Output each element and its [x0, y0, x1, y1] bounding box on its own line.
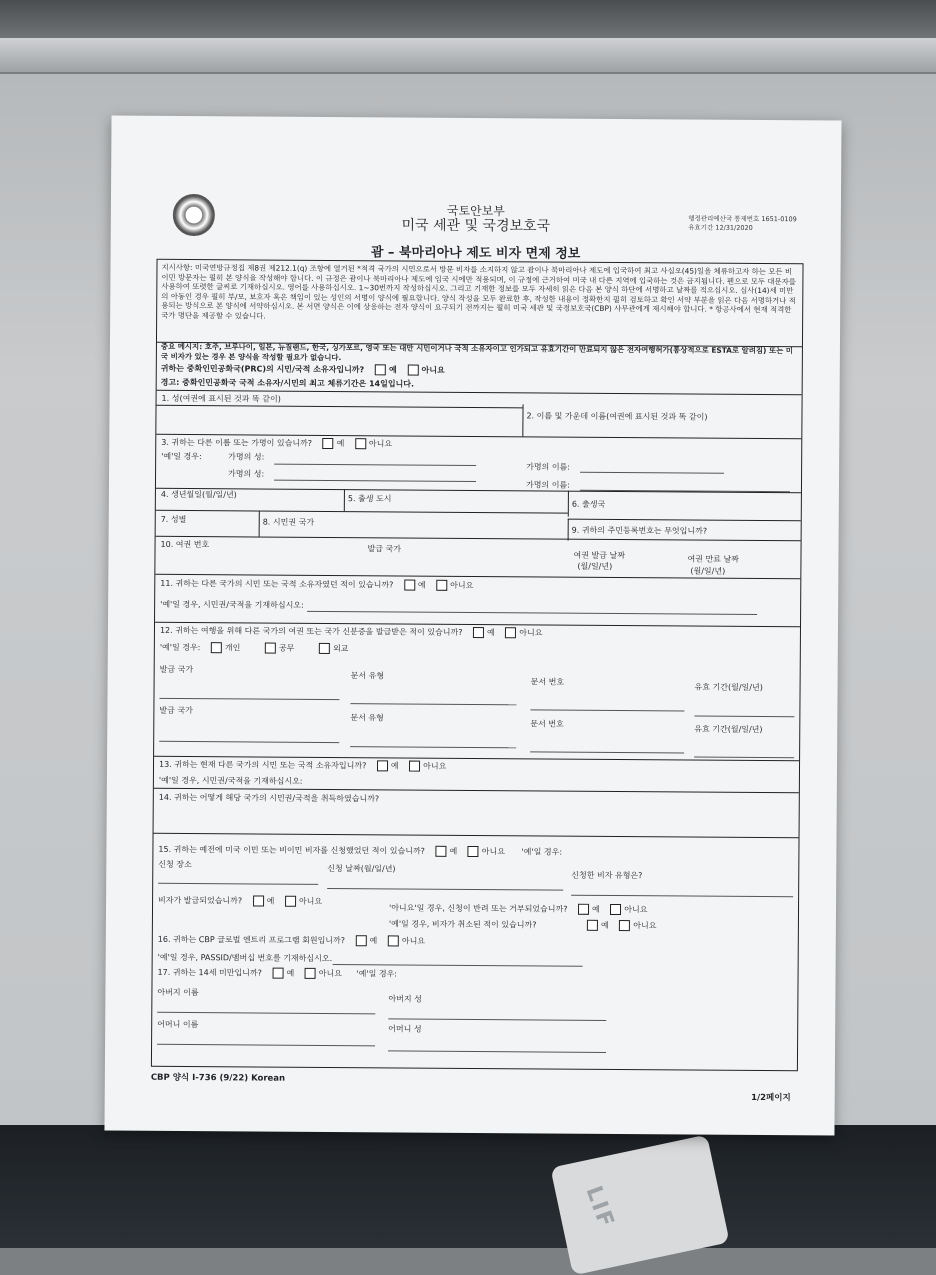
q11-label: 11. 귀하는 다른 국가의 시민 또는 국적 소유자였던 적이 있습니까?	[160, 578, 394, 590]
q15-yes-checkbox[interactable]	[435, 846, 446, 857]
doc-number-input-2[interactable]	[530, 751, 684, 753]
q14-label: 14. 귀하는 어떻게 해당 국가의 시민권/국적을 취득하였습니까?	[158, 792, 380, 804]
page-number: 1/2페이지	[751, 1092, 791, 1104]
doc-type-input-1[interactable]	[350, 703, 516, 705]
doc-number-label-1: 문서 번호	[530, 677, 565, 687]
no-label: 아니요	[298, 896, 323, 906]
q17-yes-checkbox[interactable]	[272, 968, 283, 979]
father-last-input[interactable]	[388, 1018, 606, 1021]
divider	[154, 833, 799, 839]
no-label: 아니요	[421, 365, 445, 375]
q12-no-checkbox[interactable]	[505, 627, 516, 638]
visa-issued-no-checkbox[interactable]	[285, 896, 296, 907]
apply-date-label: 신청 날짜(월/일/년)	[327, 863, 396, 874]
passport-issue-mdy: (월/일/년)	[577, 561, 613, 571]
if-yes-label: '예'일 경우:	[521, 847, 563, 857]
no-label: 아니요	[401, 936, 426, 946]
no-label: 아니요	[624, 905, 648, 915]
dob-label: 4. 생년월일(월/일/년)	[160, 489, 237, 500]
q17-under-14	[158, 967, 398, 980]
q12-label: 12. 귀하는 여행을 위해 다른 국가의 여권 또는 국가 신분증을 발급받은 적이 있습니까?	[159, 625, 463, 637]
omb-number: 행정관리예산국 통제번호 1651-0109	[688, 214, 797, 224]
q15-no-checkbox[interactable]	[468, 846, 479, 857]
father-first-input[interactable]	[157, 1012, 375, 1015]
mother-last-label: 어머니 성	[388, 1024, 422, 1034]
valid-period-input-2[interactable]	[694, 757, 794, 759]
no-label: 아니요	[368, 439, 393, 449]
visa-refused-yes-checkbox[interactable]	[578, 904, 589, 915]
passport-expiry-date-label: 여권 만료 날짜	[687, 554, 739, 564]
q13-no-checkbox[interactable]	[409, 761, 420, 772]
issue-country-label-2: 발급 국가	[159, 705, 193, 716]
passport-number-label: 10. 여권 번호	[160, 539, 210, 550]
yes-label: 예	[486, 628, 495, 638]
apply-date-input[interactable]	[327, 888, 563, 891]
valid-period-label-2: 유효 기간(월/일/년)	[694, 724, 763, 735]
q12-type	[160, 642, 349, 654]
q15-prior-visa	[158, 844, 562, 858]
badge-text: LIF	[580, 1182, 619, 1233]
q13-label: 13. 귀하는 현재 다른 국가의 시민 또는 국적 소유자입니까?	[158, 759, 367, 771]
yes-label: 예	[390, 761, 399, 771]
divider	[344, 489, 345, 511]
q17-label: 17. 귀하는 14세 미만입니까?	[157, 967, 262, 978]
visa-cancelled-no-checkbox[interactable]	[619, 920, 630, 931]
divider	[157, 405, 523, 409]
lap-background	[0, 1125, 936, 1248]
visa-refused-no-checkbox[interactable]	[610, 904, 621, 915]
q11-detail-input[interactable]	[307, 611, 757, 615]
prc-yes-checkbox[interactable]	[375, 364, 386, 375]
visa-cancelled-yes-checkbox[interactable]	[587, 920, 598, 931]
doc-number-label-2: 문서 번호	[530, 719, 564, 729]
no-label: 아니요	[318, 968, 342, 979]
yes-label: 예	[449, 846, 458, 856]
birth-country-label: 6. 출생국	[571, 499, 606, 509]
q13-detail-label: '예'일 경우, 시민권/국적을 기재하십시오:	[158, 775, 303, 786]
yes-label: 예	[369, 936, 378, 946]
apply-place-input[interactable]	[158, 883, 318, 885]
official-checkbox[interactable]	[265, 643, 276, 654]
no-label: 아니요	[423, 761, 447, 771]
no-label: 아니요	[519, 628, 543, 638]
alias-last-input-2[interactable]	[274, 480, 476, 482]
divider	[259, 511, 260, 537]
visa-type-input[interactable]	[571, 895, 793, 898]
alias-last-label-2: 가명의 성:	[228, 469, 265, 479]
sex-label: 7. 성별	[160, 514, 187, 524]
passid-input[interactable]	[333, 964, 583, 967]
visa-refused-label: '아니요'일 경우, 신청이 반려 또는 거부되었습니까?	[388, 903, 568, 914]
agency-name: 미국 세관 및 국경보호국	[401, 217, 551, 235]
divider	[156, 510, 568, 514]
prc-no-checkbox[interactable]	[407, 365, 418, 376]
visa-issued	[158, 895, 322, 907]
instructions: 지시사항: 미국연방규정집 제8권 제212.1(q) 조항에 열거된 *적격 국가의 시민으로서 방문 비자를 소지하지 않고 괌이나 북마리아나 제도에 입국하여 최고 사십오(45)일을 체류하고자 하는 모든 비이민 방문자는 필히 본 양식을 작성해야 합니다. 이 규정은 괌이나 북마리아나 제도에 입국 시에만 적용되며, 이 규정에 근거하여 미국 내 다른 지역에 입국하는 것은 금지됩니다. 펜으로 모두 대문자를 사용하여 또렷한 글씨로 기재하십시오. 영어를 사용하십시오. 1~30번까지 작성하십시오. 그리고 기재한 정보를 모두 자세히 읽은 다음 본 양식 하단에 서명하고 날짜를 적으십시오. 십사(14)세 미만의 아동인 경우 필히 부/모, 보호자 혹은 책임이 있는 성인의 서명이 양식에 필요합니다. 양식 작성을 모두 완료한 후, 작성한 내용이 정확한지 필히 검토하고 확인 서약 부분을 읽은 다음 서명하거나 적용되는 방식으로 본 양식에 서약하십시오. 본 서면 양식은 이에 상응하는 전자 양식이 요구되기 전까지는 필히 미국 세관 및 국경보호국(CBP) 사무관에게 제시해야 합니다. * 항공사에서 현재 적격한 국가 명단을 제공할 수 있습니다.	[161, 262, 796, 321]
q13-current-citizenship	[159, 759, 446, 772]
visa-type-label: 신청한 비자 유형은?	[571, 870, 643, 881]
important-notice: 중요 메시지: 호주, 브루나이, 일본, 뉴질랜드, 한국, 싱가포르, 영국 또는 대만 시민이거나 국적 소유자이고 인가되고 유효기간이 만료되지 않은 전자여행허가(통상적으로 ESTA로 알려짐) 또는 미국 비자가 있는 경우 본 양식을 작성할 필요가 없습니다.	[160, 341, 794, 362]
prc-question	[161, 363, 445, 376]
prc-question-label: 귀하는 중화인민공화국(PRC)의 시민/국적 소유자입니까?	[160, 363, 365, 375]
mother-last-input[interactable]	[388, 1050, 606, 1053]
if-yes-label: '예'일 경우:	[159, 642, 201, 653]
q11-no-checkbox[interactable]	[436, 580, 447, 591]
passport-expiry-mdy: (월/일/년)	[690, 566, 726, 576]
q16-detail-label: '예'일 경우, PASSID/멤버십 번호를 기재하십시오.	[157, 952, 333, 964]
divider	[568, 519, 569, 541]
visa-refused	[389, 902, 648, 915]
yes-label: 예	[600, 920, 609, 930]
yes-label: 예	[286, 968, 295, 978]
mother-first-input[interactable]	[157, 1044, 375, 1047]
yes-label: 예	[388, 365, 397, 375]
mother-first-label: 어머니 이름	[157, 1019, 199, 1030]
valid-period-label-1: 유효 기간(월/일/년)	[694, 682, 763, 693]
alias-first-input[interactable]	[580, 472, 724, 474]
q3-if-yes: '예'일 경우:	[161, 451, 202, 462]
q3-label: 3. 귀하는 다른 이름 또는 가명이 있습니까?	[161, 437, 313, 448]
q3-yes-checkbox[interactable]	[323, 438, 334, 449]
q16-no-checkbox[interactable]	[388, 935, 399, 946]
q16-global-entry	[158, 934, 425, 947]
q11-other-citizenship	[160, 578, 473, 591]
doc-type-input-2[interactable]	[350, 746, 516, 748]
yes-label: 예	[592, 904, 600, 914]
no-label: 아니요	[481, 847, 505, 857]
q15-label: 15. 귀하는 예전에 미국 이민 또는 비이민 비자를 신청했었던 적이 있습니까?	[158, 844, 425, 856]
q16-yes-checkbox[interactable]	[356, 935, 367, 946]
doc-number-input-1[interactable]	[530, 709, 684, 711]
alias-first-label-2: 가명의 이름:	[525, 480, 570, 490]
q3-no-checkbox[interactable]	[355, 438, 366, 449]
q16-label: 16. 귀하는 CBP 글로벌 엔트리 프로그램 회원입니까?	[157, 934, 346, 946]
q3-alias	[161, 437, 392, 450]
national-id-label: 9. 귀하의 주민등록번호는 무엇입니까?	[571, 525, 708, 536]
q11-yes-checkbox[interactable]	[404, 580, 415, 591]
divider	[522, 404, 523, 436]
visa-issued-label: 비자가 발급되었습니까?	[158, 895, 243, 906]
q12-other-passport	[160, 625, 543, 639]
if-yes-label: '예'일 경우:	[356, 969, 398, 979]
doc-type-label-1: 문서 유형	[350, 671, 385, 681]
form-title: 괌 – 북마리아나 제도 비자 면제 정보	[370, 245, 581, 262]
doc-type-label-2: 문서 유형	[350, 713, 384, 723]
issue-country-input-1[interactable]	[159, 698, 339, 700]
q12-yes-checkbox[interactable]	[473, 627, 484, 638]
diplomatic-label: 외교	[332, 644, 349, 654]
q17-no-checkbox[interactable]	[305, 968, 316, 979]
divider	[568, 519, 801, 522]
q13-yes-checkbox[interactable]	[377, 760, 388, 771]
yes-label: 예	[266, 896, 275, 906]
citizenship-label: 8. 시민권 국가	[262, 517, 315, 527]
yes-label: 예	[417, 580, 426, 590]
alias-last-input[interactable]	[274, 464, 476, 466]
issue-country-label-1: 발급 국가	[159, 664, 194, 675]
yes-label: 예	[336, 439, 345, 449]
father-first-label: 아버지 이름	[157, 987, 199, 998]
form-paper	[104, 115, 841, 1135]
expiration-date: 유효기간 12/31/2020	[688, 223, 753, 232]
department-name: 국토안보부	[446, 203, 505, 219]
divider	[568, 491, 569, 517]
prc-warning: 경고: 중화인민공화국 국적 소유자/시민의 최고 체류기간은 14일입니다.	[160, 377, 415, 389]
visa-cancelled-label: '예'일 경우, 비자가 취소된 적이 있습니까?	[388, 919, 537, 930]
visa-issued-yes-checkbox[interactable]	[253, 895, 264, 906]
form-body	[151, 259, 804, 1071]
field-first-name-label: 2. 이름 및 가운데 이름(여권에 표시된 것과 똑 같이)	[526, 411, 708, 422]
valid-period-input-1[interactable]	[694, 716, 794, 718]
tray-rail	[0, 38, 936, 74]
alias-first-label: 가명의 이름:	[526, 462, 571, 472]
issue-country-input-2[interactable]	[159, 741, 339, 743]
passport-issue-date-label: 여권 발급 날짜	[573, 550, 625, 561]
apply-place-label: 신청 장소	[158, 859, 192, 870]
alias-last-label: 가명의 성:	[228, 452, 265, 462]
omb-info	[688, 214, 797, 233]
birth-city-label: 5. 출생 도시	[347, 494, 392, 504]
field-last-name-label: 1. 성(여권에 표시된 것과 똑 같이)	[161, 393, 281, 404]
form-id: CBP 양식 I-736 (9/22) Korean	[150, 1072, 286, 1084]
q11-detail-label: '예'일 경우, 시민권/국적을 기재하십시오:	[160, 599, 304, 610]
diplomatic-checkbox[interactable]	[319, 643, 330, 654]
no-label: 아니요	[633, 921, 657, 931]
personal-checkbox[interactable]	[211, 642, 222, 653]
personal-label: 개인	[224, 643, 241, 653]
no-label: 아니요	[450, 580, 474, 591]
visa-cancelled	[389, 918, 657, 931]
issue-country-label: 발급 국가	[367, 544, 402, 554]
official-label: 공무	[278, 643, 295, 653]
father-last-label: 아버지 성	[388, 994, 422, 1004]
